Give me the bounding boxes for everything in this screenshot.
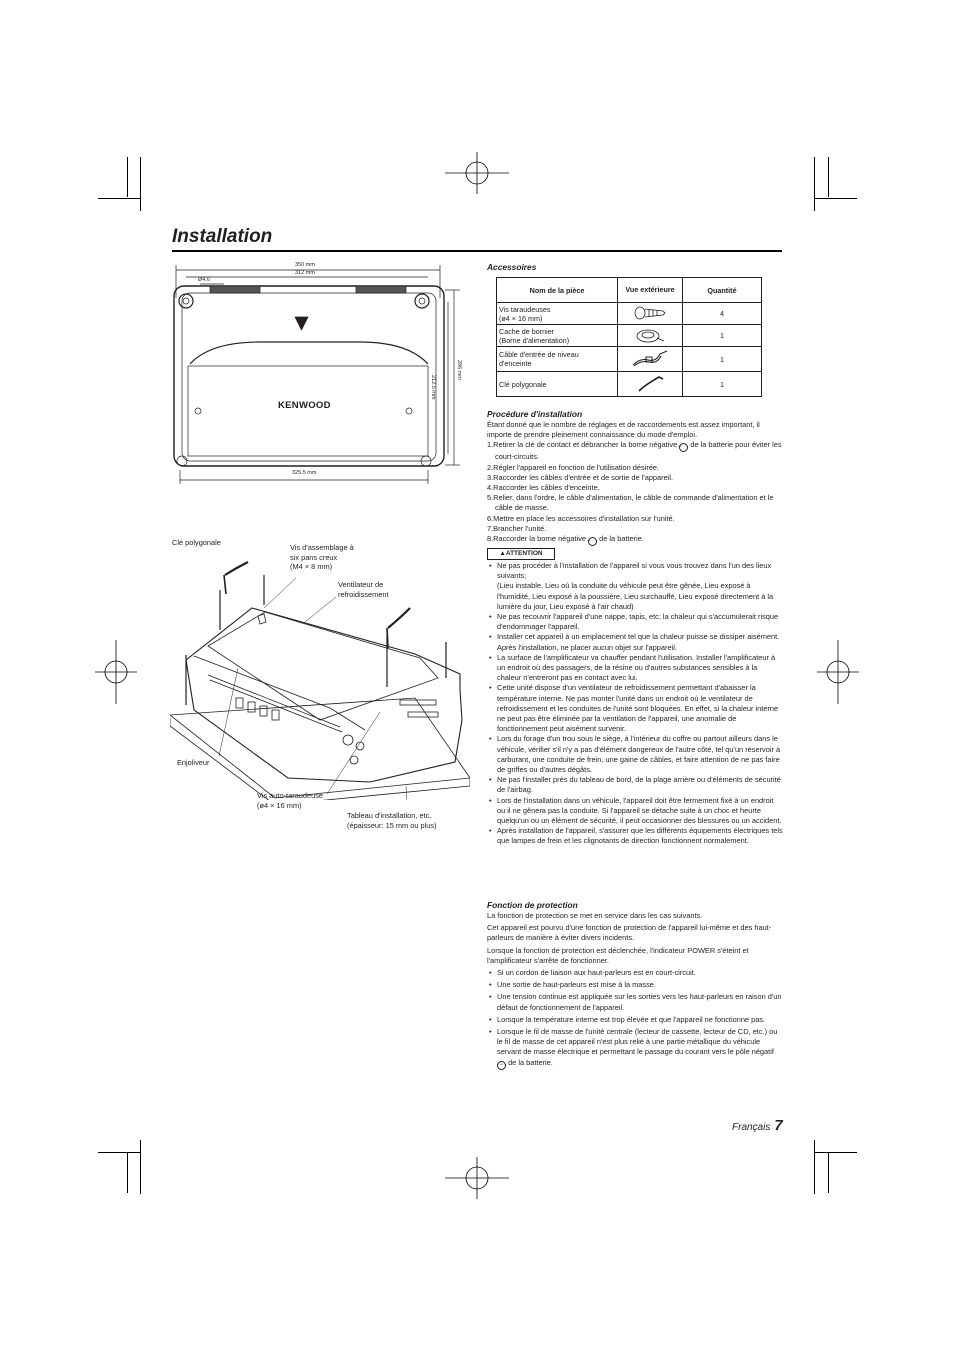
amplifier-dimension-diagram bbox=[170, 260, 470, 485]
page-footer bbox=[732, 1117, 783, 1134]
attention-list: • Ne pas procéder à l'installation de l'appareil si vous vous trouvez dans l'un des lieux suivants; (Lieu instable, Lieu où la conduite du véhicule peut être gênée, Lieu exposé à l'humidité, Lieu exposé à la poussière, Lieu surchauffé, Lieu exposé directement à la lumière du jour, Lieu exposé à l'air chaud) • Ne pas recouvrir l'appareil d'une nappe, tapis, etc; la chaleur qui s'accumulerait risque d'endommager l'appareil. • Installer cet appareil à un emplacement tel que la chaleur puisse se dissiper aisément. Après l'installation, ne placer aucun objet sur l'appareil. • La surface de l'amplificateur va chauffer pendant l'utilisation. Installer l'amplificateur à un endroit où des passagers, de la résine ou d'autres substances sensibles à la chaleur n'entreront pas en contact avec lui. • Cette unité dispose d'un ventilateur de refroidissement permettant d'abaisser la température interne. Ne pas monter l'unité dans un endroit où le ventilateur de refroidissement et les conduites de l'unité sont bloquées. En effet, si la chaleur interne ne peut pas être éliminée par la ventilation de l'appareil, une anomalie de fonctionnement peut aisément survenir. • Lors du forage d'un trou sous le siège, à l'intérieur du coffre ou partout ailleurs dans le véhicule, vérifier s'il n'y a pas d'élément dangereux de l'autre côté, tel qu'un réservoir à carburant, une conduite de frein, une gaine de câbles, et faire attention de ne pas faire de griffes ou d'autres dégâts. • Ne pas l'installer près du tableau de bord, de la plage arrière ou d'éléments de sécurité de l'airbag. • Lors de l'installation dans un véhicule, l'appareil doit être fermement fixé à un endroit ou il ne gênera pas la conduite. Si l'appareil se détache suite à un choc et heurte quelqu'un ou un élément de sécurité, il peut occasionner des blessures ou un accident. • Après installation de l'appareil, s'assurer que les différents équipements électriques tels que lampes de frein et les clignotants de direction fonctionnent normalement. bbox=[487, 561, 783, 847]
col-view: Vue extérieure bbox=[618, 278, 683, 303]
attention-badge: ▲ATTENTION bbox=[487, 548, 555, 560]
label-wrench: Clé polygonale bbox=[172, 538, 221, 547]
protection-body: La fonction de protection se met en service dans les cas suivants. Cet appareil est pourvu d'une fonction de protection de l'appareil lui-même et des haut-parleurs de manière à éviter divers incidents. Lorsque la fonction de protection est déclenchée, l'indicateur POWER s'éteint et l'amplificateur s'arrête de fonctionner. • Si un cordon de liaison aux haut-parleurs est en court-circuit. • Une sortie de haut-parleurs est mise à la masse. • Une tension continue est appliquée sur les sorties vers les haut-parleurs en raison d'un défaut de fonctionnement de l'appareil. • Lorsque la température interne est trop élevée et que l'appareil ne fonctionne pas. • Lorsque le fil de masse de l'unité centrale (lecteur de cassette, lecteur de CD, etc.) ou le fil de masse de cet appareil n'est plus relié à une partie métallique du véhicule servant de masse électrique et permettant le passage du courant vers le pôle négatif − de la batterie. bbox=[487, 911, 783, 1070]
accessories-table bbox=[496, 277, 762, 397]
title-rule bbox=[172, 250, 782, 252]
col-name: Nom de la pièce bbox=[497, 278, 618, 303]
label-self-tapping-screw: Vis auto-taraudeuse (ø4 × 16 mm) bbox=[257, 791, 324, 810]
minus-terminal-icon: − bbox=[679, 443, 688, 452]
tapping-screw-icon bbox=[633, 305, 667, 321]
table-row: Câble d'entrée de niveau d'enceinte 1 bbox=[497, 347, 762, 372]
installation-diagram bbox=[170, 550, 470, 800]
hex-wrench-icon bbox=[633, 373, 667, 393]
minus-terminal-icon: − bbox=[497, 1061, 506, 1070]
dim-312: 312 mm bbox=[295, 270, 315, 276]
label-cooling-fan: Ventilateur de refroidissement bbox=[338, 580, 389, 599]
col-qty: Quantité bbox=[683, 278, 762, 303]
terminal-cover-icon bbox=[633, 327, 667, 343]
procedure-heading: Procédure d'installation bbox=[487, 409, 583, 419]
label-assembly-screws: Vis d'assemblage à six pans creux (M4 × 8 mm) bbox=[290, 543, 354, 571]
dim-325: 325.5 mm bbox=[292, 470, 317, 476]
accessories-heading: Accessoires bbox=[487, 262, 537, 272]
dim-350: 350 mm bbox=[295, 262, 315, 268]
dim-286: 286 mm bbox=[456, 360, 462, 380]
protection-heading: Fonction de protection bbox=[487, 900, 578, 910]
brand-logo: KENWOOD bbox=[278, 400, 331, 411]
table-row: Cache de bornier (Borne d'alimentation) 1 bbox=[497, 325, 762, 347]
label-trim: Enjoliveur bbox=[177, 758, 210, 767]
page-number: 7 bbox=[774, 1117, 783, 1134]
dim-phi: Ø4.6 bbox=[198, 277, 210, 283]
footer-language: Français bbox=[732, 1122, 771, 1133]
speaker-input-cable-icon bbox=[630, 348, 670, 368]
table-row: Vis taraudeuses (ø4 × 16 mm) 4 bbox=[497, 303, 762, 325]
table-row: Clé polygonale 1 bbox=[497, 372, 762, 397]
label-mounting-board: Tableau d'installation, etc. (épaisseur: 15 mm ou plus) bbox=[347, 811, 437, 830]
procedure-body: Étant donné que le nombre de réglages et de raccordements est assez important, il importe de prendre pleinement connaissance du mode d'emploi. 1.Retirer la clé de contact et débrancher la borne négative − de la batterie pour éviter les court-circuits. 2.Régler l'appareil en fonction de l'utilisation désirée. 3.Raccorder les câbles d'entrée et de sortie de l'appareil. 4.Raccorder les câbles d'enceinte. 5.Relier, dans l'ordre, le câble d'alimentation, le câble de commande d'alimentation et le câble de masse. 6.Mettre en place les accessoires d'installation sur l'unité. 7.Brancher l'unité. 8.Raccorder la borne négative − de la batterie. bbox=[487, 420, 782, 545]
table-header-row bbox=[497, 278, 762, 303]
minus-terminal-icon: − bbox=[588, 537, 597, 546]
page-title: Installation bbox=[172, 226, 273, 247]
dim-212: 212.5 mm bbox=[430, 375, 436, 400]
